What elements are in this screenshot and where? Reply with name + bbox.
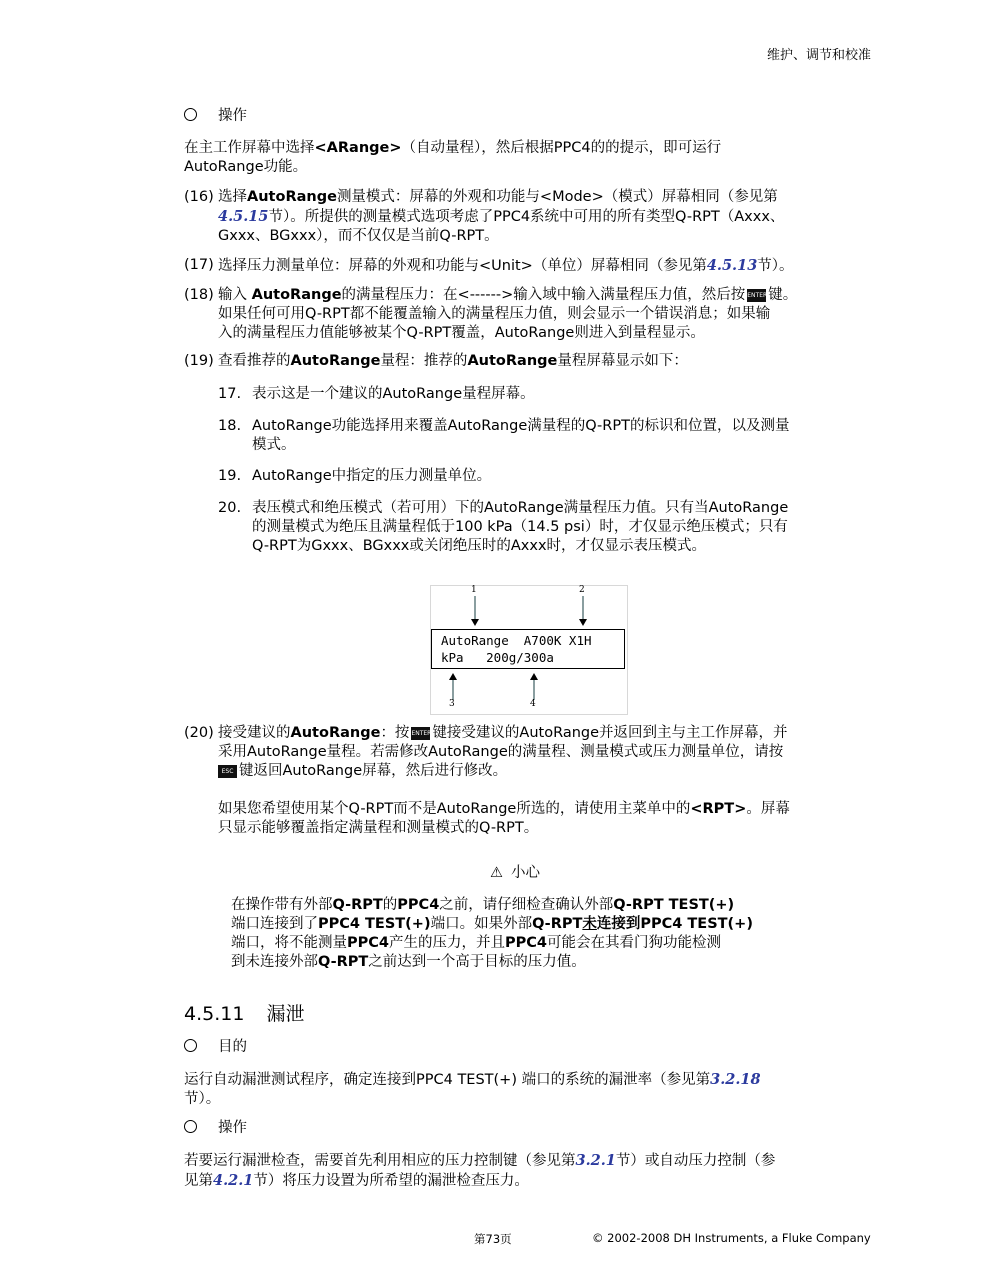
circle-bullet-icon (184, 1120, 197, 1133)
callout-label-4: 4 (530, 699, 536, 709)
arrow-down-icon (579, 619, 587, 626)
sub-item: 20. 表压模式和绝压模式（若可用）下的AutoRange满量程压力值。只有当AutoRange 的测量模式为绝压且满量程低于100 kPa（14.5 psi）时，才仅显示绝压模式；只有 Q-RPT为Gxxx、BGxxx或关闭绝压时的Axxx时，才仅显示表压模式。 (218, 500, 789, 554)
page-number: 第73页 (474, 1232, 512, 1246)
section-heading: 4.5.11 漏泄 (184, 1003, 305, 1025)
ref-link[interactable]: 4.5.15 (218, 208, 269, 225)
ref-link[interactable]: 4.5.13 (706, 257, 758, 274)
operation-heading: 操作 (184, 107, 247, 126)
arrow-up-icon (530, 673, 538, 680)
sub-item: 18. AutoRange功能选择用来覆盖AutoRange满量程的Q-RPT的标识和位置，以及测量 模式。 (218, 418, 790, 453)
lcd-line-2: kPa 200g/300a (441, 650, 554, 665)
page-header-title: 维护、调节和校准 (766, 48, 871, 63)
circle-bullet-icon (184, 108, 197, 121)
step-19: (19) 查看推荐的AutoRange量程：推荐的AutoRange量程屏幕显示如下： (184, 353, 688, 369)
operation-paragraph-2: 若要运行漏泄检查，需要首先利用相应的压力控制键（参见第3.2.1节）或自动压力控制（参 见第4.2.1节）将压力设置为所希望的漏泄检查压力。 (184, 1152, 776, 1189)
arrow-down-icon (471, 619, 479, 626)
arrow-up-icon (449, 673, 457, 680)
purpose-paragraph: 运行自动漏泄测试程序，确定连接到PPC4 TEST(+) 端口的系统的漏泄率（参见第3.2.18 节）。 (184, 1071, 761, 1107)
caution-text: 在操作带有外部Q-RPT的PPC4之前，请仔细检查确认外部Q-RPT TEST(+) 端口连接到了PPC4 TEST(+)端口。如果外部Q-RPT未连接到PPC4 TEST(+) 端口，将不能测量PPC4产生的压力，并且PPC4可能会在其看门狗功能检测 到未连接外部Q-RPT之前达到一个高于目标的压力值。 (231, 897, 753, 970)
lcd-figure (430, 585, 628, 715)
caution-title: ⚠ 小心 (490, 865, 540, 881)
esc-key-icon: ESC (218, 765, 237, 778)
circle-bullet-icon (184, 1039, 197, 1052)
copyright: © 2002-2008 DH Instruments, a Fluke Company (592, 1231, 871, 1245)
callout-label-1: 1 (471, 585, 477, 595)
callout-label-2: 2 (579, 585, 585, 595)
enter-key-icon: ENTER (411, 727, 430, 740)
step-20: (20) 接受建议的AutoRange：按 ENTER键接受建议的AutoRange并返回到主与主工作屏幕，并 采用AutoRange量程。若需修改AutoRange的满量程、测量模式或压力测量单位，请按 ESC 键返回AutoRange屏幕，然后进行修改。 (184, 725, 788, 779)
operation-heading-2: 操作 (184, 1119, 247, 1138)
purpose-heading: 目的 (184, 1038, 247, 1057)
lcd-line-1: AutoRange A700K X1H (441, 633, 592, 648)
sub-item: 17. 表示这是一个建议的AutoRange量程屏幕。 (218, 386, 535, 402)
warning-triangle-icon: ⚠ (490, 865, 503, 881)
rpt-note: 如果您希望使用某个Q-RPT而不是AutoRange所选的，请使用主菜单中的<RPT>。屏幕 只显示能够覆盖指定满量程和测量模式的Q-RPT。 (218, 801, 790, 836)
step-16: (16) 选择AutoRange测量模式：屏幕的外观和功能与<Mode>（模式）屏幕相同（参见第 4.5.15节）。所提供的测量模式选项考虑了PPC4系统中可用的所有类型Q-RPT（Axxx、 Gxxx、BGxxx），而不仅仅是当前Q-RPT。 (184, 189, 785, 244)
callout-label-3: 3 (449, 699, 455, 709)
ref-link[interactable]: 3.2.1 (575, 1152, 616, 1169)
step-17: (17) 选择压力测量单位：屏幕的外观和功能与<Unit>（单位）屏幕相同（参见第4.5.13节）。 (184, 257, 794, 274)
sub-item: 19. AutoRange中指定的压力测量单位。 (218, 468, 492, 484)
step-18: (18) 输入 AutoRange的满量程压力：在<------>输入域中输入满量程压力值，然后按 ENTER键。 如果任何可用Q-RPT都不能覆盖输入的满量程压力值，则会显示一个错误消息；如果输 入的满量程压力值能够被某个Q-RPT覆盖，AutoRange则进入到量程显示。 (184, 287, 798, 341)
lcd-display (431, 629, 625, 669)
ref-link[interactable]: 3.2.18 (710, 1071, 761, 1088)
ref-link[interactable]: 4.2.1 (213, 1172, 254, 1189)
intro-paragraph: 在主工作屏幕中选择<ARange>（自动量程），然后根据PPC4的的提示，即可运行 AutoRange功能。 (184, 140, 722, 175)
enter-key-icon: ENTER (747, 289, 766, 302)
